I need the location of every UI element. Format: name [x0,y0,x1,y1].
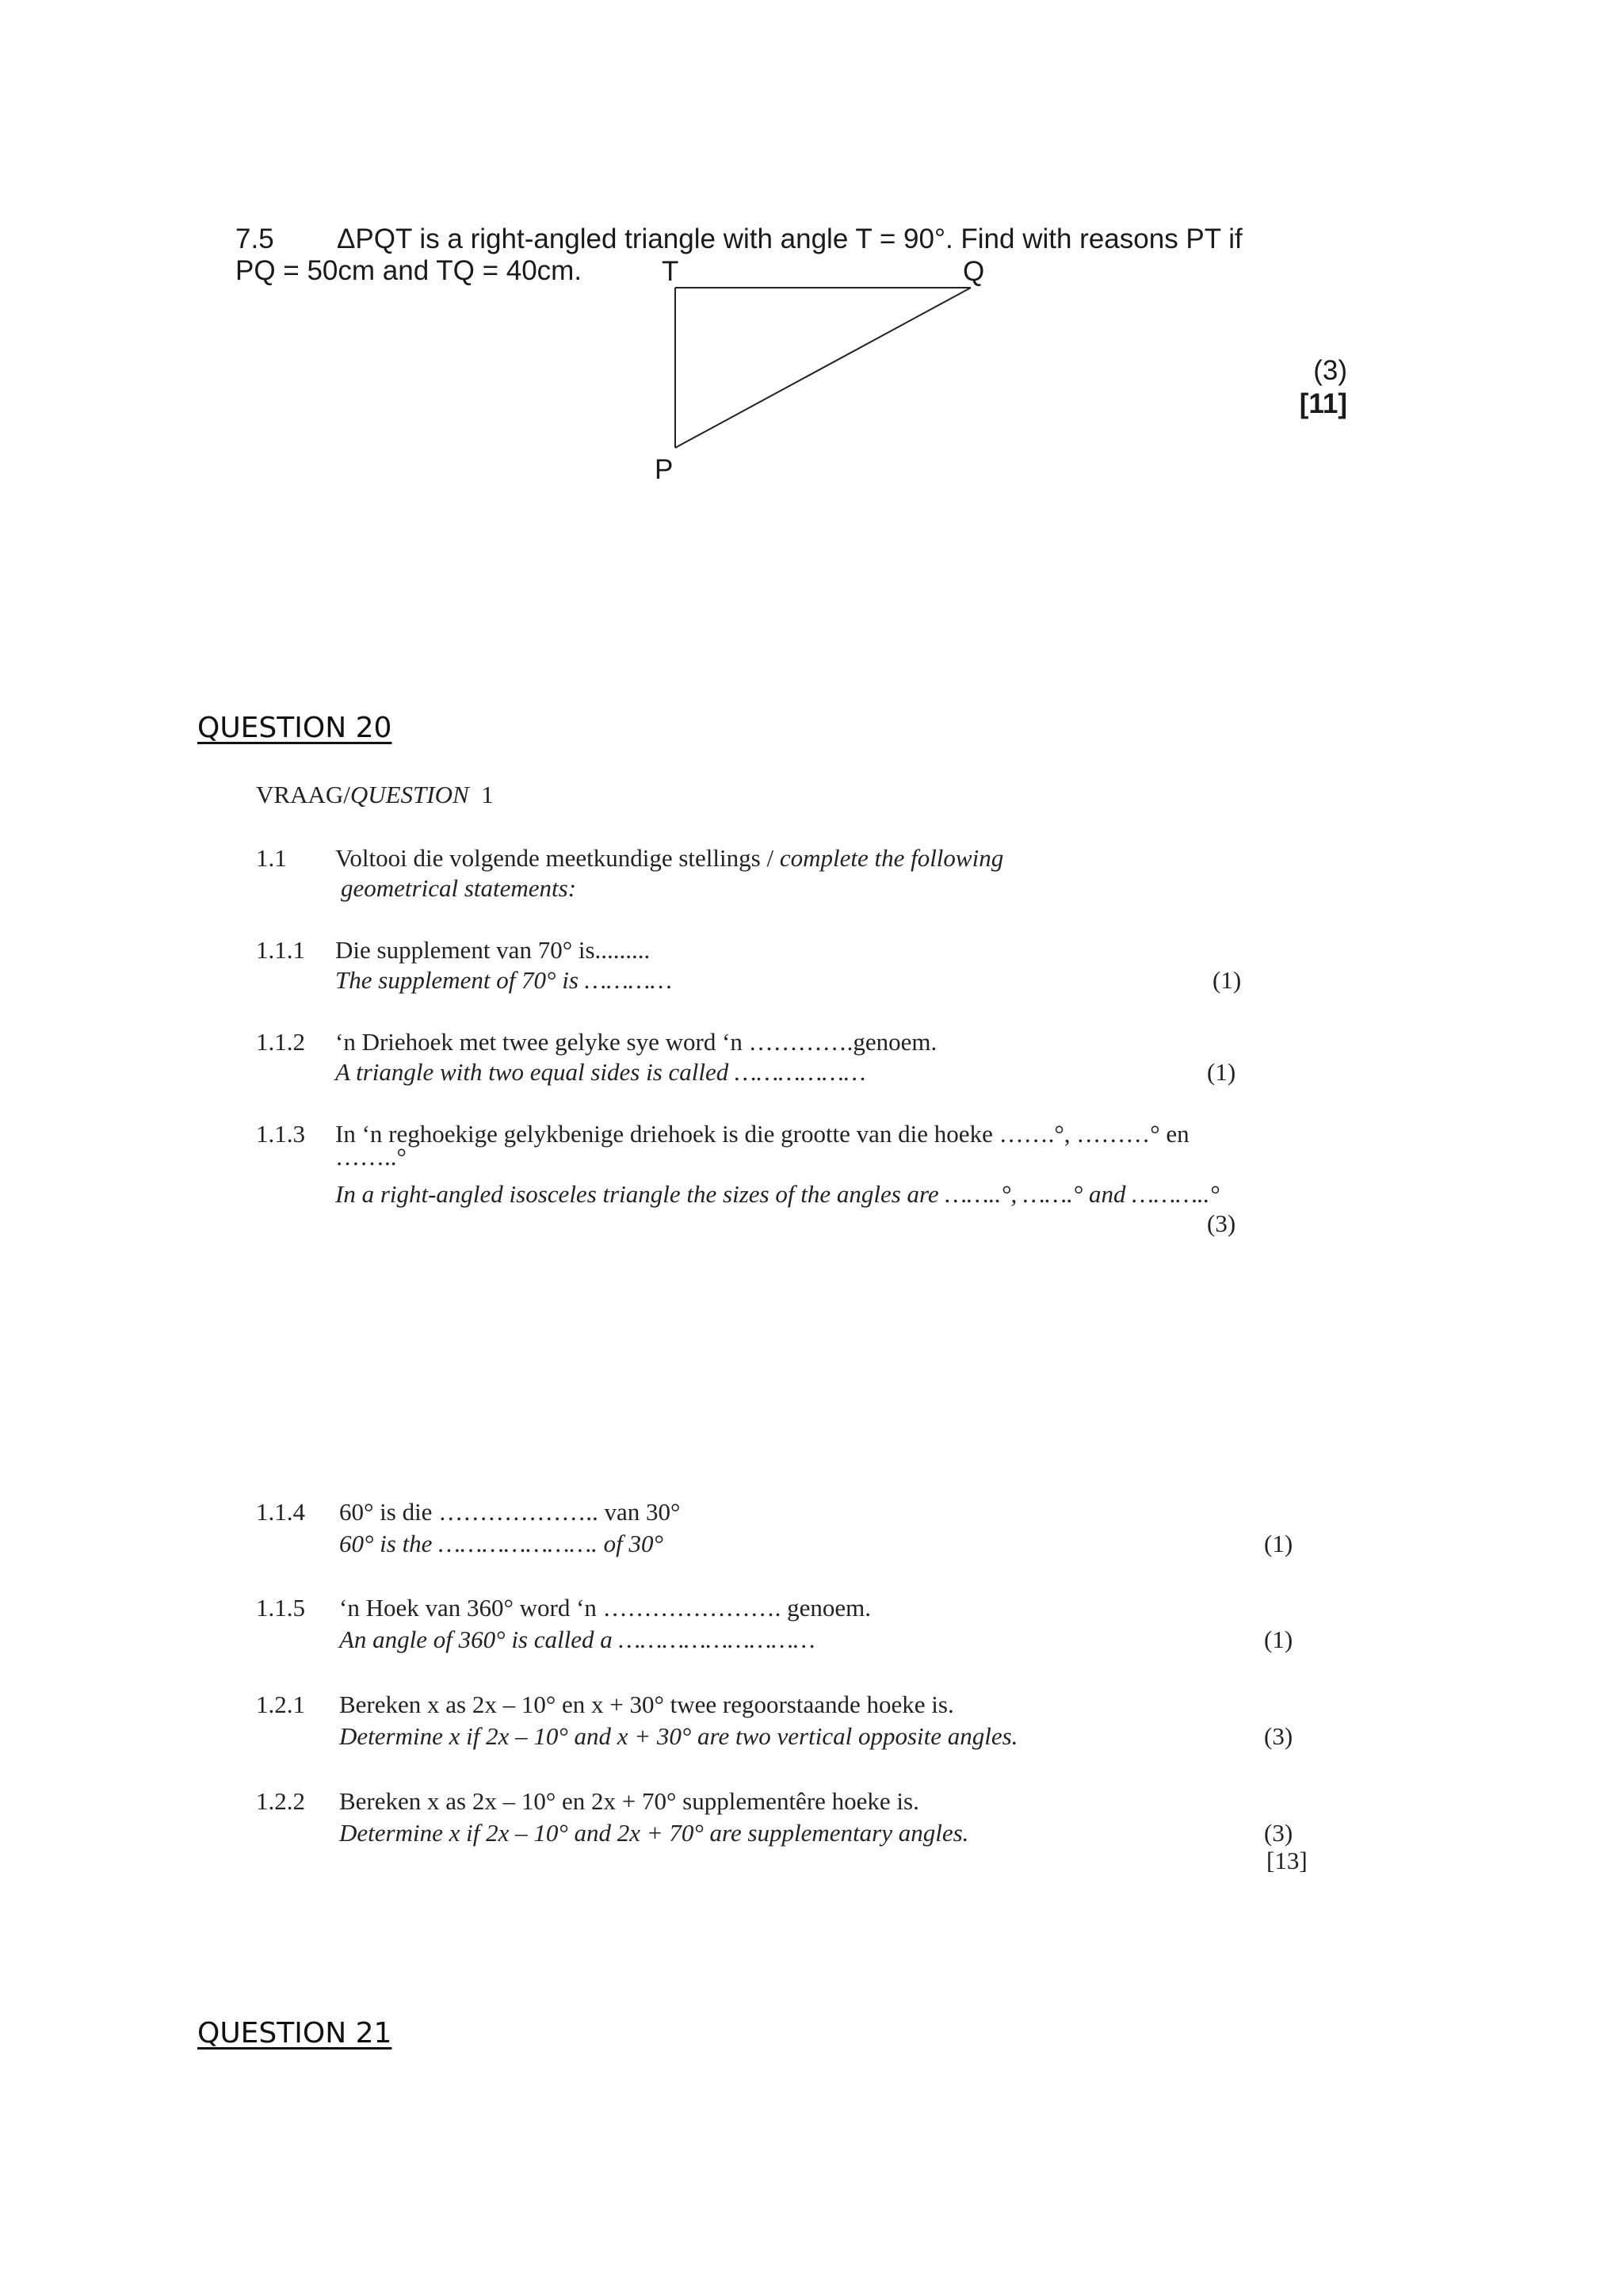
item-number: 1.1 [256,844,287,872]
item-text-eng: The supplement of 70° is ………… [335,966,672,994]
vertex-label-t: T [662,256,679,287]
item-marks: (1) [1264,1530,1293,1557]
question-text-line2: PQ = 50cm and TQ = 40cm. [235,255,582,286]
item-text-afr: ‘n Driehoek met twee gelyke sye word ‘n ………….genoem. [335,1028,938,1056]
item-text-eng: geometrical statements: [341,874,577,902]
item-marks: (1) [1212,966,1242,994]
item-text-afr: Die supplement van 70° is......... [335,936,651,964]
item-marks: (3) [1207,1209,1236,1237]
vraag-heading: VRAAG/QUESTION 1 [256,781,494,808]
item-text-afr: ‘n Hoek van 360° word ‘n …………………. genoem. [339,1594,872,1622]
item-marks: (1) [1207,1058,1236,1086]
question-21-heading: QUESTION 21 [197,2017,392,2050]
item-marks: (3) [1264,1819,1293,1847]
question-text-line1: ΔPQT is a right-angled triangle with angle T = 90°. Find with reasons PT if [337,223,1243,254]
item-text-afr: Voltooi die volgende meetkundige stellings / complete the following [335,844,1004,872]
item-marks: (1) [1264,1626,1293,1653]
item-number: 1.2.1 [256,1690,305,1718]
item-text-afr: Bereken x as 2x – 10° en 2x + 70° supplementêre hoeke is. [339,1787,919,1815]
item-number: 1.1.1 [256,936,305,964]
item-text-eng: In a right-angled isosceles triangle the sizes of the angles are ……..°, …….° and ………..° [335,1180,1220,1208]
item-number: 1.1.2 [256,1028,305,1056]
item-number: 1.2.2 [256,1787,305,1815]
item-text-afr: 60° is die ……………….. van 30° [339,1498,681,1526]
item-text-eng: Determine x if 2x – 10° and 2x + 70° are supplementary angles. [339,1819,969,1847]
total-marks: [13] [1266,1847,1308,1874]
item-number: 1.1.5 [256,1594,305,1622]
item-text-eng: 60° is the …………………. of 30° [339,1530,663,1557]
item-text-afr: Bereken x as 2x – 10° en x + 30° twee regoorstaande hoeke is. [339,1690,954,1718]
item-marks: (3) [1264,1722,1293,1750]
item-text-eng: Determine x if 2x – 10° and x + 30° are two vertical opposite angles. [339,1722,1018,1750]
vertex-label-p: P [655,454,674,485]
item-number: 1.1.3 [256,1120,305,1148]
question-number: 7.5 [235,223,274,254]
item-number: 1.1.4 [256,1498,305,1526]
item-text-eng: An angle of 360° is called a ……………………… [339,1626,815,1653]
vertex-label-q: Q [963,256,985,287]
total-marks: [11] [1299,388,1347,419]
question-20-heading: QUESTION 20 [197,712,392,744]
item-text-eng: A triangle with two equal sides is called ……………… [335,1058,866,1086]
item-text-afr: In ‘n reghoekige gelykbenige driehoek is die grootte van die hoeke …….°, ………° en [335,1120,1190,1148]
marks: (3) [1313,355,1347,386]
item-text-afr-cont: ……..° [335,1143,407,1171]
